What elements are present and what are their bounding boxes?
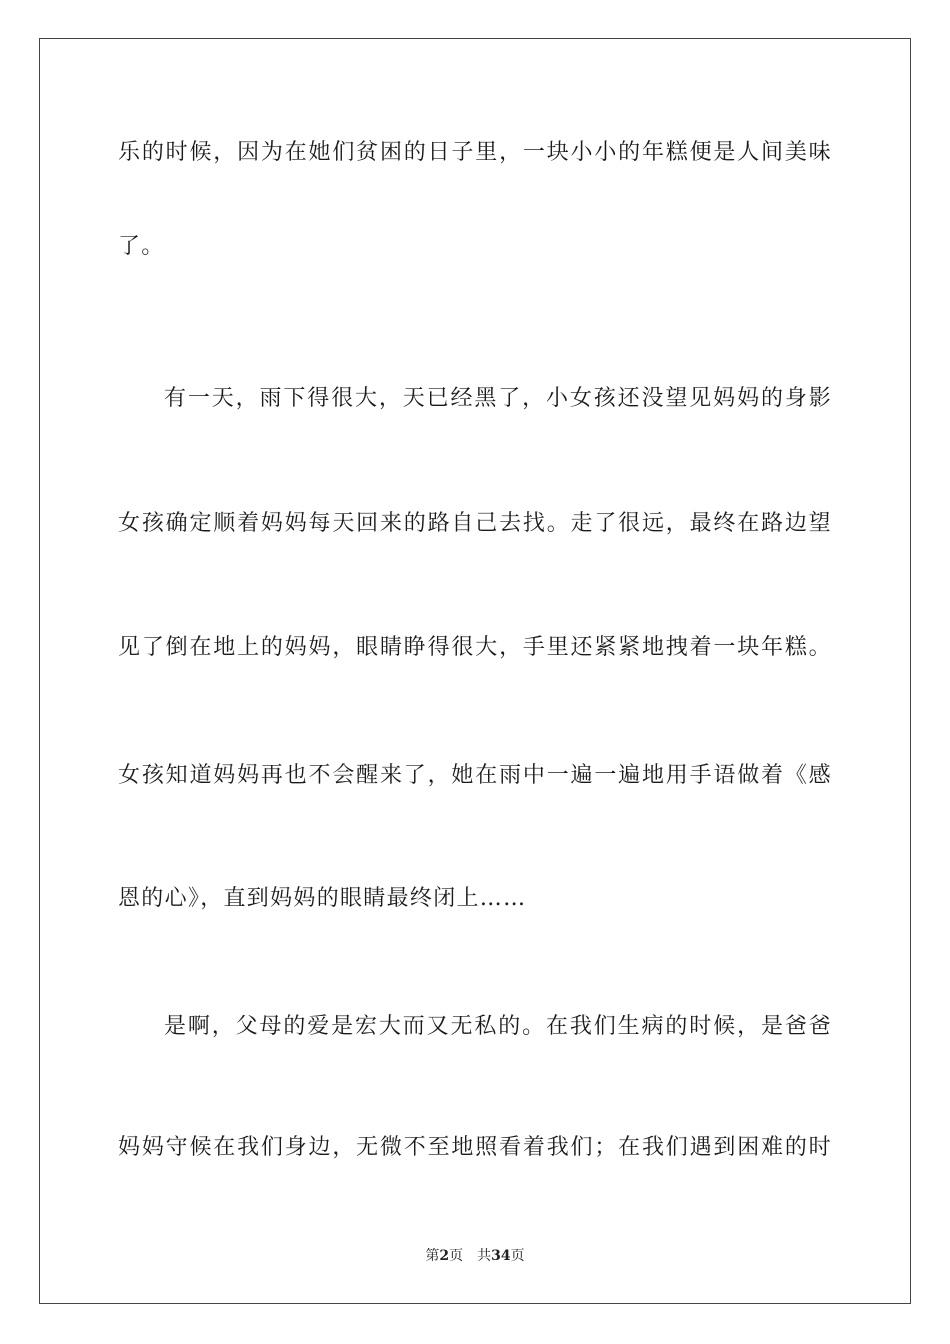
text-line: 见了倒在地上的妈妈，眼睛睁得很大，手里还紧紧地拽着一块年糕。 (118, 635, 832, 660)
page-frame (39, 38, 911, 1304)
page-number: 2 (439, 1248, 450, 1264)
total-prefix: 共 (477, 1248, 492, 1264)
text-line: 恩的心》，直到妈妈的眼睛最终闭上…… (118, 886, 527, 911)
page-suffix: 页 (449, 1248, 464, 1264)
text-line: 女孩确定顺着妈妈每天回来的路自己去找。走了很远，最终在路边望 (118, 511, 832, 536)
total-suffix: 页 (510, 1248, 525, 1264)
text-line: 有一天，雨下得很大，天已经黑了，小女孩还没望见妈妈的身影 (164, 386, 832, 411)
text-line: 是啊，父母的爱是宏大而又无私的。在我们生病的时候，是爸爸 (164, 1014, 832, 1039)
page-prefix: 第 (425, 1248, 440, 1264)
page-footer (0, 1246, 950, 1266)
text-line: 女孩知道妈妈再也不会醒来了，她在雨中一遍一遍地用手语做着《感 (118, 763, 832, 788)
total-pages: 34 (491, 1248, 511, 1264)
text-line: 了。 (118, 234, 165, 259)
text-line: 妈妈守候在我们身边，无微不至地照看着我们；在我们遇到困难的时 (118, 1135, 832, 1160)
text-line: 乐的时候，因为在她们贫困的日子里，一块小小的年糕便是人间美味 (118, 140, 832, 165)
